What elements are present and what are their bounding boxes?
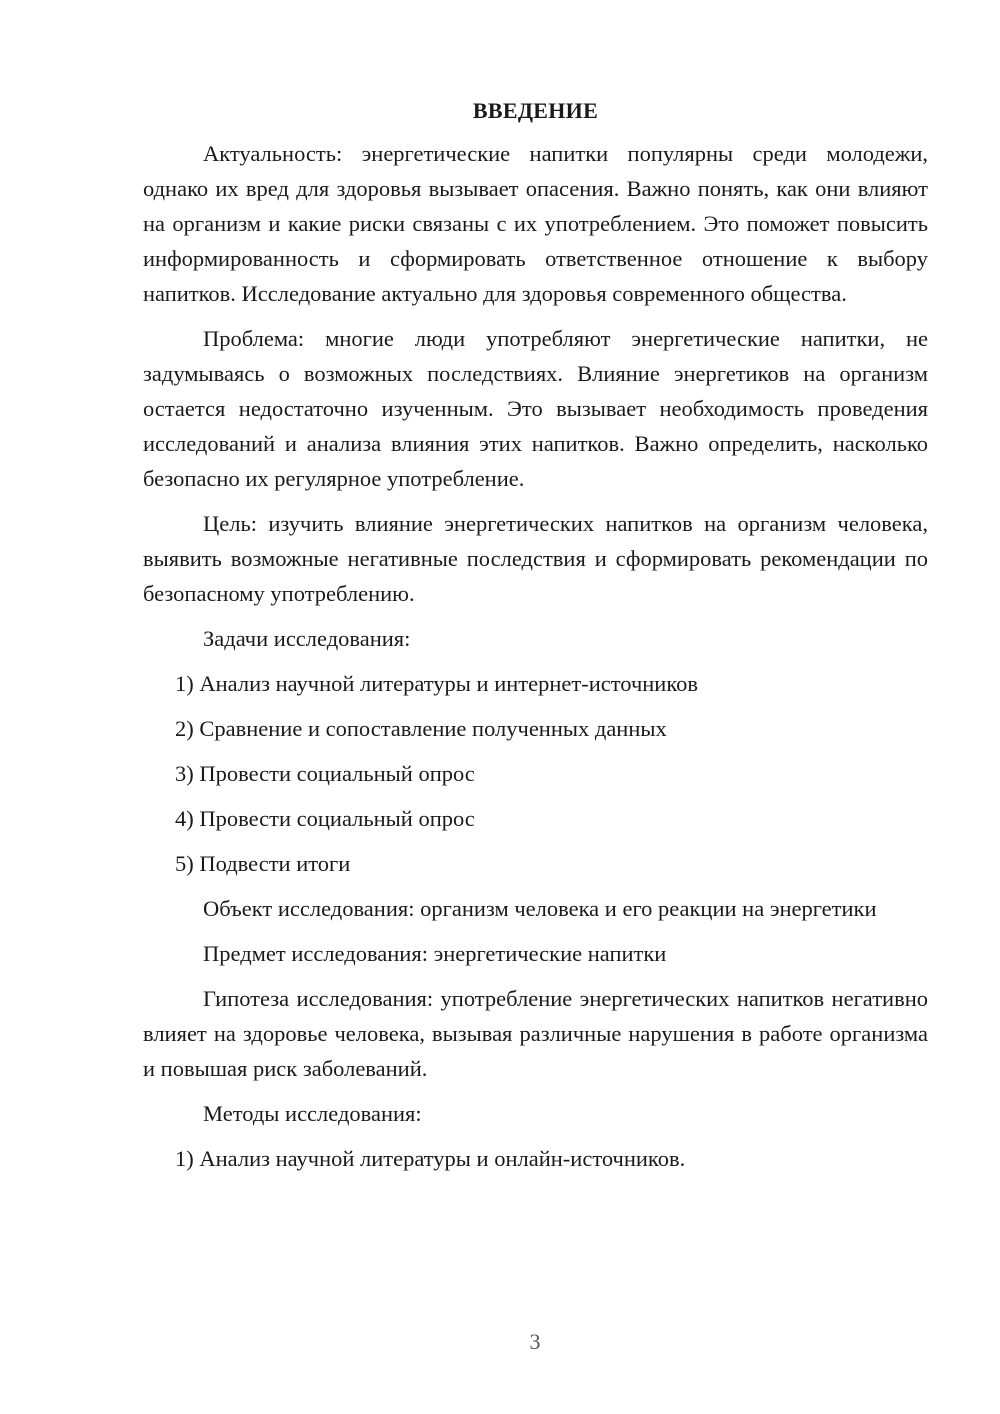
page-content: [143, 94, 928, 1186]
task-item-4: 4) Провести социальный опрос: [175, 806, 475, 831]
section-heading: ВВЕДЕНИЕ: [472, 98, 599, 123]
problem-paragraph: Проблема: многие люди употребляют энергетические напитки, не задумываясь о возможных последствиях. Влияние энергетиков на организм остается недостаточно изученным. Это вызывает необходимость проведения исследований и анализа влияния этих напитков. Важно определить, насколько безопасно их регулярное употребление.: [143, 326, 928, 491]
task-item-5: 5) Подвести итоги: [175, 851, 351, 876]
object-paragraph: Объект исследования: организм человека и его реакции на энергетики: [203, 896, 877, 921]
tasks-title: Задачи исследования:: [203, 626, 411, 651]
goal-paragraph: Цель: изучить влияние энергетических напитков на организм человека, выявить возможные негативные последствия и сформировать рекомендации по безопасному употреблению.: [143, 511, 928, 606]
subject-paragraph: Предмет исследования: энергетические напитки: [203, 941, 667, 966]
method-item-1: 1) Анализ научной литературы и онлайн-источников.: [175, 1146, 686, 1171]
methods-title: Методы исследования:: [203, 1101, 422, 1126]
task-item-1: 1) Анализ научной литературы и интернет-источников: [175, 671, 699, 696]
task-item-3: 3) Провести социальный опрос: [175, 761, 475, 786]
page-number: 3: [529, 1329, 541, 1354]
hypothesis-paragraph: Гипотеза исследования: употребление энергетических напитков негативно влияет на здоровье человека, вызывая различные нарушения в работе организма и повышая риск заболеваний.: [143, 986, 928, 1081]
task-item-2: 2) Сравнение и сопоставление полученных данных: [175, 716, 667, 741]
relevance-paragraph: Актуальность: энергетические напитки популярны среди молодежи, однако их вред для здоровья вызывает опасения. Важно понять, как они влияют на организм и какие риски связаны с их употреблением. Это поможет повысить информированность и сформировать ответственное отношение к выбору напитков. Исследование актуально для здоровья современного общества.: [143, 141, 928, 306]
